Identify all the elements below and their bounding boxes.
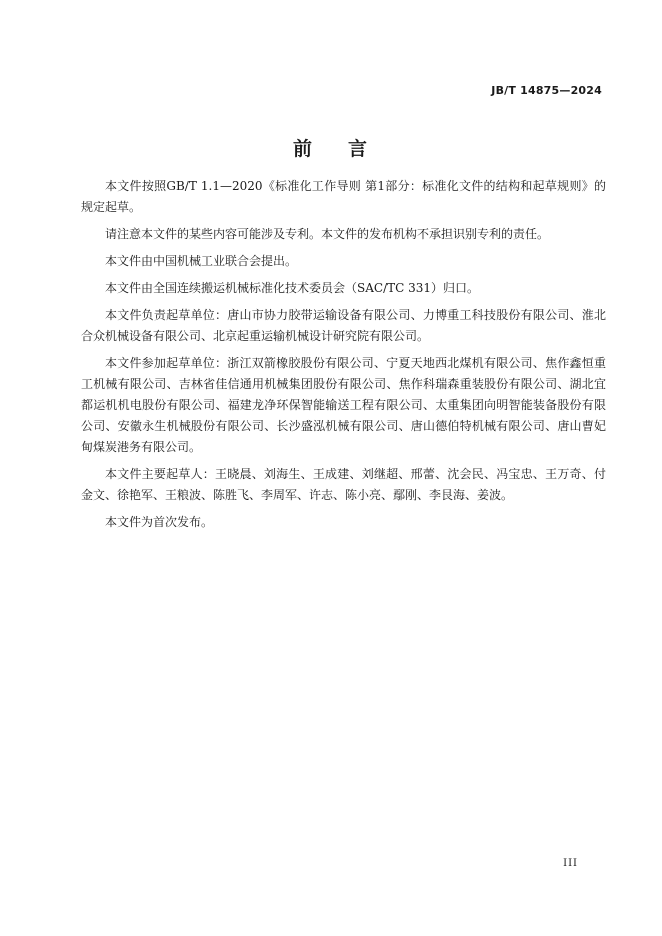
document-code: JB/T 14875—2024 — [491, 84, 602, 97]
paragraph-main-authors: 本文件主要起草人：王晓晨、刘海生、王成建、刘继超、邢蕾、沈会民、冯宝忠、王万奇、付金文、徐艳军、王粮波、陈胜飞、李周军、许志、陈小亮、鄢刚、李艮海、姜波。 — [81, 467, 606, 502]
paragraph-lead-drafters: 本文件负责起草单位：唐山市协力胶带运输设备有限公司、力博重工科技股份有限公司、淮北合众机械设备有限公司、北京起重运输机械设计研究院有限公司。 — [81, 308, 606, 343]
paragraph-drafting-rules: 本文件按照GB/T 1.1—2020《标准化工作导则 第1部分：标准化文件的结构和起草规则》的规定起草。 — [81, 179, 606, 214]
paragraph-first-release: 本文件为首次发布。 — [105, 515, 214, 529]
paragraph-patent-notice: 请注意本文件的某些内容可能涉及专利。本文件的发布机构不承担识别专利的责任。 — [105, 227, 550, 241]
paragraph-committee: 本文件由全国连续搬运机械标准化技术委员会（SAC/TC 331）归口。 — [105, 281, 480, 295]
page-number: III — [563, 858, 578, 869]
title-char-2: 言 — [348, 138, 370, 160]
paragraph-proposer: 本文件由中国机械工业联合会提出。 — [105, 254, 298, 268]
paragraph-participating-drafters: 本文件参加起草单位：浙江双箭橡胶股份有限公司、宁夏天地西北煤机有限公司、焦作鑫恒重工机械有限公司、吉林省佳信通用机械集团股份有限公司、焦作科瑞森重装股份有限公司、湖北宜都运机机电股份有限公司、福建龙净环保智能输送工程有限公司、太重集团向明智能装备股份有限公司、安徽永生机械股份有限公司、长沙盛泓机械有限公司、唐山德伯特机械有限公司、唐山曹妃甸煤炭港务有限公司。 — [81, 356, 606, 454]
document-body — [81, 176, 606, 539]
page-title — [0, 134, 662, 161]
title-char-1: 前 — [292, 138, 314, 160]
